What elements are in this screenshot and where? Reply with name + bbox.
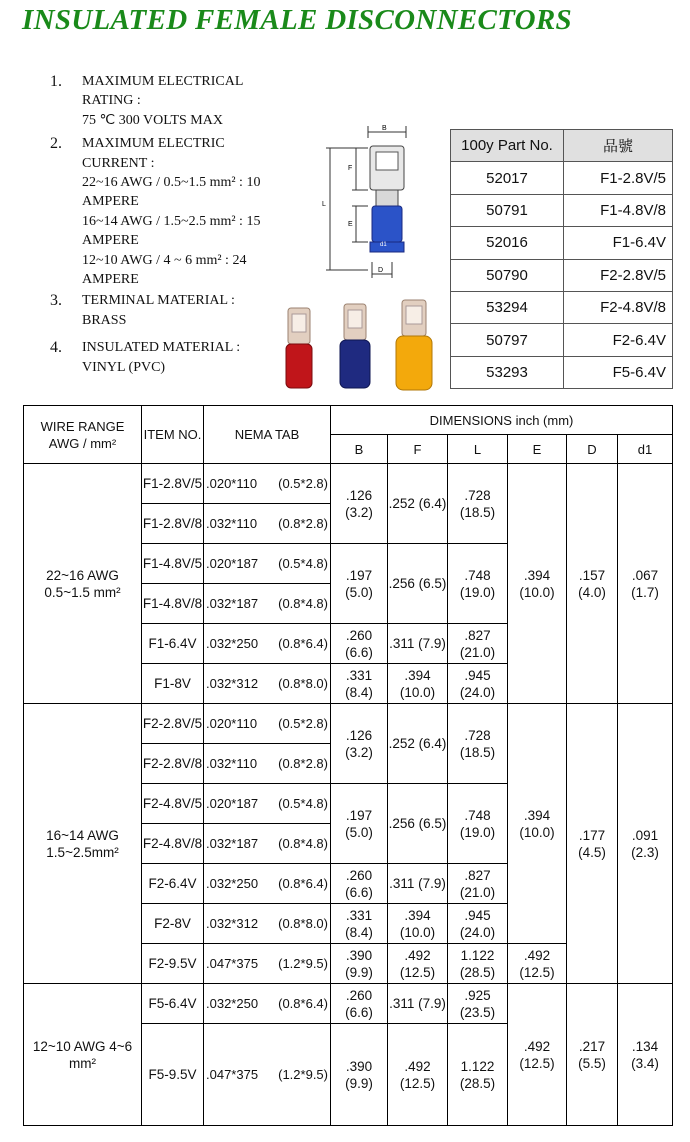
table-row: 22~16 AWG 0.5~1.5 mm² F1-2.8V/5 .020*110 (0.5*2.8) .126 (3.2) .252 (6.4) .728 (18.5) .394 (10.0) .157 (4.0) .067 (1.7) <box>24 464 673 504</box>
yellow-terminal-photo <box>396 300 432 390</box>
column-header-part-no: 100y Part No. <box>451 130 564 162</box>
diagram-label-l: L <box>322 201 326 208</box>
table-row: 53294 F2-4.8V/8 <box>451 291 673 323</box>
spec-number: 1. <box>50 73 62 90</box>
table-row: F2-6.4V .032*250 (0.8*6.4) .260 (6.6) .311 (7.9) .827 (21.0) <box>24 864 673 904</box>
column-header-d: D <box>567 435 618 464</box>
table-row: 50797 F2-6.4V <box>451 324 673 356</box>
red-terminal-photo <box>286 308 312 388</box>
diagram-label-d: D <box>378 267 384 274</box>
diagram-label-d1: d1 <box>380 242 387 248</box>
table-row: F2-4.8V/5 .020*187 (0.5*4.8) .197 (5.0) .256 (6.5) .748 (19.0) <box>24 784 673 824</box>
table-row: 12~10 AWG 4~6 mm² F5-6.4V .032*250 (0.8*6.4) .260 (6.6) .311 (7.9) .925 (23.5) .492 (12.5) .217 (5.5) .134 (3.4) <box>24 984 673 1024</box>
table-row: 50791 F1-4.8V/8 <box>451 194 673 226</box>
spec-number: 3. <box>50 292 62 310</box>
spec-item <box>50 134 353 289</box>
blue-terminal-photo <box>340 304 370 388</box>
table-row: F2-2.8V/8 .032*110 (0.8*2.8) <box>24 744 673 784</box>
column-header-item-no: ITEM NO. <box>142 406 204 464</box>
table-row: F1-4.8V/5 .020*187 (0.5*4.8) .197 (5.0) .256 (6.5) .748 (19.0) <box>24 544 673 584</box>
column-header-item: 品號 <box>564 130 673 162</box>
table-row: 52017 F1-2.8V/5 <box>451 162 673 194</box>
dimensions-table <box>23 405 673 1126</box>
column-header-dimensions: DIMENSIONS inch (mm) <box>331 406 673 435</box>
diagram-label-f: F <box>348 165 353 172</box>
spec-text: MAXIMUM ELECTRICAL RATING : 75 ℃ 300 VOLTS MAX <box>82 74 244 128</box>
spec-text: INSULATED MATERIAL : VINYL (PVC) <box>82 340 241 375</box>
terminal-dimension-diagram <box>318 122 410 282</box>
table-row: F2-9.5V .047*375 (1.2*9.5) .390 (9.9) .492 (12.5) 1.122 (28.5) .492 (12.5) <box>24 944 673 984</box>
wire-range-cell: 22~16 AWG 0.5~1.5 mm² <box>24 464 142 704</box>
table-row: F1-2.8V/8 .032*110 (0.8*2.8) <box>24 504 673 544</box>
column-header-nema-tab: NEMA TAB <box>204 406 331 464</box>
spec-number: 4. <box>50 339 62 357</box>
part-number-table <box>450 129 673 389</box>
spec-number: 2. <box>50 135 62 153</box>
column-header-e: E <box>508 435 567 464</box>
table-header-row <box>451 130 673 162</box>
table-row: F1-8V .032*312 (0.8*8.0) .331 (8.4) .394 (10.0) .945 (24.0) <box>24 664 673 704</box>
wire-range-cell: 12~10 AWG 4~6 mm² <box>24 984 142 1126</box>
table-row: F5-9.5V .047*375 (1.2*9.5) .390 (9.9) .492 (12.5) 1.122 (28.5) <box>24 1024 673 1126</box>
column-header-f: F <box>388 435 448 464</box>
table-row: 53293 F5-6.4V <box>451 356 673 388</box>
table-row: 16~14 AWG 1.5~2.5mm² F2-2.8V/5 .020*110 (0.5*2.8) .126 (3.2) .252 (6.4) .728 (18.5) .394 (10.0) .177 (4.5) .091 (2.3) <box>24 704 673 744</box>
table-row: 50790 F2-2.8V/5 <box>451 259 673 291</box>
table-header-row <box>24 406 673 435</box>
diagram-label-e: E <box>348 221 353 228</box>
diagram-label-b: B <box>382 125 387 132</box>
terminal-photos <box>282 298 442 394</box>
table-row: F2-4.8V/8 .032*187 (0.8*4.8) <box>24 824 673 864</box>
table-row: F1-6.4V .032*250 (0.8*6.4) .260 (6.6) .311 (7.9) .827 (21.0) <box>24 624 673 664</box>
wire-range-cell: 16~14 AWG 1.5~2.5mm² <box>24 704 142 984</box>
page-title: INSULATED FEMALE DISCONNECTORS <box>22 4 572 36</box>
column-header-d1: d1 <box>618 435 673 464</box>
table-row: 52016 F1-6.4V <box>451 227 673 259</box>
column-header-b: B <box>331 435 388 464</box>
table-row: F1-4.8V/8 .032*187 (0.8*4.8) <box>24 584 673 624</box>
column-header-l: L <box>448 435 508 464</box>
spec-text: TERMINAL MATERIAL : BRASS <box>82 293 235 328</box>
table-row: F2-8V .032*312 (0.8*8.0) .331 (8.4) .394 (10.0) .945 (24.0) <box>24 904 673 944</box>
spec-text: MAXIMUM ELECTRIC CURRENT : 22~16 AWG / 0.5~1.5 mm² : 10 AMPERE 16~14 AWG / 1.5~2.5 mm² : 15 AMPERE 12~10 AWG / 4 ~ 6 mm² : 24 AMPERE <box>82 136 261 288</box>
column-header-wire-range: WIRE RANGE AWG / mm² <box>24 406 142 464</box>
spec-item <box>50 72 350 130</box>
